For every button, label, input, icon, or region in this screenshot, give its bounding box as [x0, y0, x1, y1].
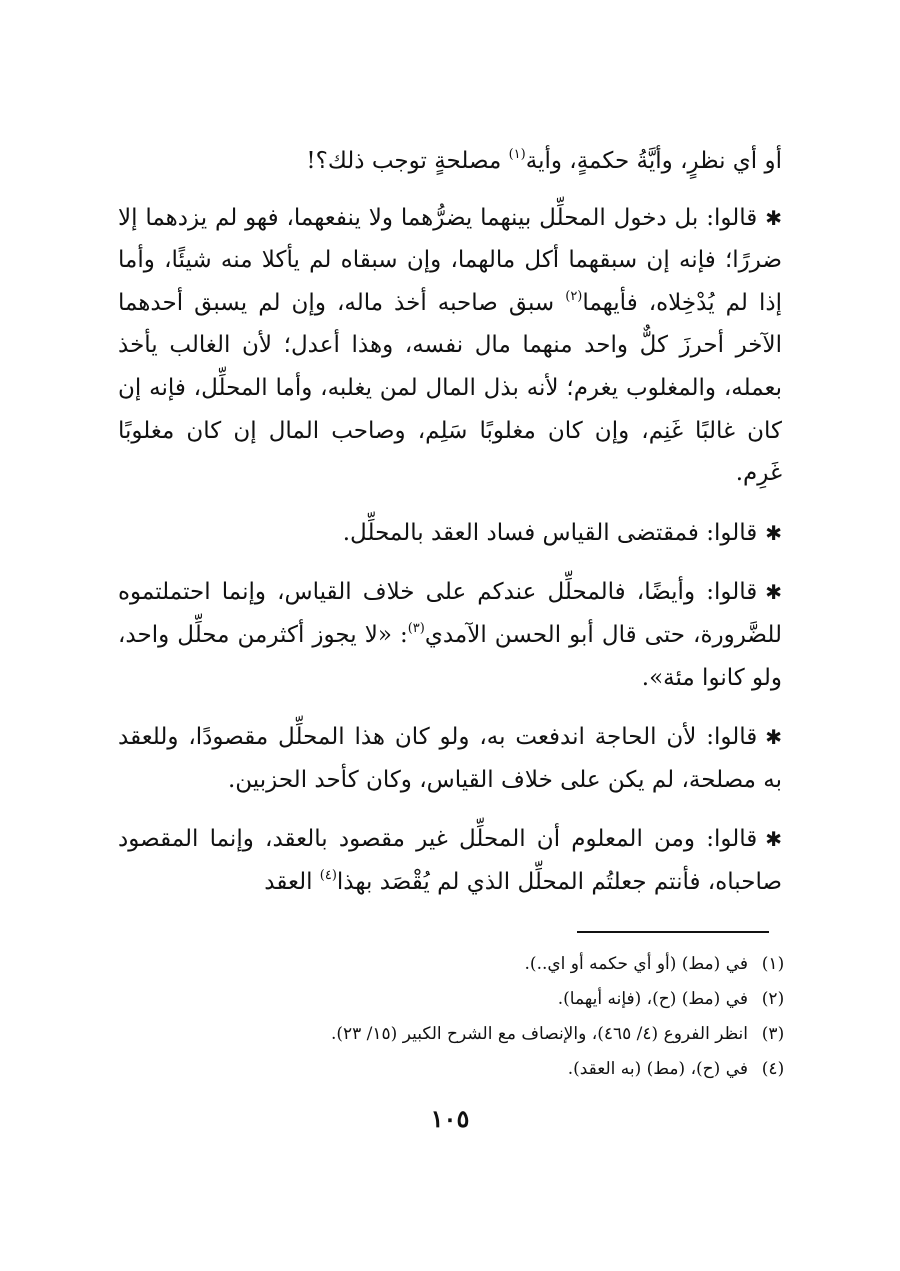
footnote-number: (١) [761, 954, 785, 974]
paragraph-text: مصلحةٍ توجب ذلك؟! [306, 148, 509, 174]
star-icon: ✱ [765, 580, 782, 605]
paragraph-text: قالوا: لأن الحاجة اندفعت به، ولو كان هذا المحلِّل مقصودًا، وللعقد به مصلحة، لم يكن على خلاف القياس، وكان كأحد الحزبين. [118, 724, 782, 793]
footnote-ref-2[interactable]: (٢) [565, 288, 583, 304]
footnote-2 [150, 982, 790, 1017]
footnote-number: (٣) [761, 1024, 785, 1044]
paragraph-5 [118, 716, 782, 801]
star-icon: ✱ [765, 205, 782, 230]
paragraph-1 [118, 140, 782, 183]
footnote-text: في (مط) (أو أي حكمه أو اي..). [524, 954, 748, 974]
footnote-divider [577, 931, 769, 933]
paragraph-4 [118, 571, 782, 699]
footnote-text: في (مط) (ح)، (فإنه أيهما). [557, 989, 748, 1009]
paragraph-text: قالوا: بل دخول المحلِّل بينهما يضرُّهما ولا ينفعهما، فهو لم يزدهما إلا ضررًا؛ فإنه إن سبقهما أكل مالهما، وإن سبقاه لم يأكلا منه شيئًا، وأما إذا لم يُدْخِلاه، فأيهما [118, 204, 782, 316]
page-number: ١٠٥ [430, 1104, 470, 1133]
star-icon: ✱ [765, 520, 782, 545]
footnote-text: في (ح)، (مط) (به العقد). [567, 1059, 748, 1079]
footnote-4 [150, 1052, 790, 1087]
footnote-1 [150, 947, 790, 982]
star-icon: ✱ [765, 827, 782, 852]
footnotes [150, 947, 790, 1087]
footnote-number: (٤) [761, 1059, 785, 1079]
paragraph-text: : «لا يجوز أكثرمن محلِّل واحد، ولو كانوا مئة». [118, 621, 782, 691]
footnote-ref-1[interactable]: (١) [508, 147, 526, 162]
paragraph-text: العقد [264, 868, 320, 895]
footnote-number: (٢) [761, 989, 785, 1009]
footnote-ref-4[interactable]: (٤) [319, 867, 337, 883]
footnote-3 [150, 1017, 790, 1052]
paragraph-6 [118, 818, 782, 903]
main-text [118, 140, 782, 921]
star-icon: ✱ [765, 725, 782, 750]
paragraph-text: أو أي نظرٍ، وأيَّةُ حكمةٍ، وأية [525, 148, 782, 174]
paragraph-text: قالوا: وأيضًا، فالمحلِّل عندكم على خلاف القياس، وإنما احتملتموه للضَّرورة، حتى قال أبو الحسن الآمدي [118, 579, 782, 648]
paragraph-text: قالوا: فمقتضى القياس فساد العقد بالمحلِّل. [342, 519, 758, 546]
paragraph-2 [118, 197, 782, 495]
paragraph-text: قالوا: ومن المعلوم أن المحلِّل غير مقصود بالعقد، وإنما المقصود صاحباه، فأنتم جعلتُم المحلِّل الذي لم يُقْصَد بهذا [118, 826, 782, 895]
paragraph-text: سبق صاحبه أخذ ماله، وإن لم يسبق أحدهما الآخر أحرزَ كلٌّ واحد منهما مال نفسه، وهذا أعدل؛ لأن الغالب يأخذ بعمله، والمغلوب يغرم؛ لأنه بذل المال لمن يغلبه، وأما المحلِّل، فإنه إن كان غالبًا غَنِم، وإن كان مغلوبًا سَلِم، وصاحب المال إن كان مغلوبًا غَرِم. [118, 289, 782, 487]
paragraph-3 [118, 512, 782, 555]
footnote-ref-3[interactable]: (٣) [407, 620, 425, 636]
footnote-text: انظر الفروع (٤/ ٤٦٥)، والإنصاف مع الشرح الكبير (١٥/ ٢٣). [330, 1024, 748, 1044]
